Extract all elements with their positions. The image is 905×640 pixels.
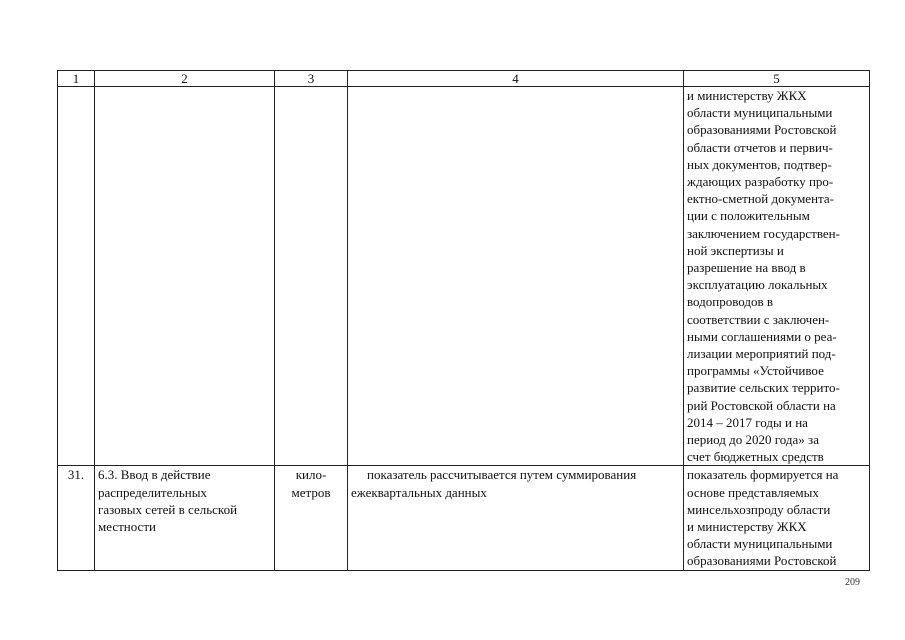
name-line: местности: [98, 519, 156, 535]
source-line: ектно-сметной документа-: [687, 191, 834, 207]
source-line: счет бюджетных средств: [687, 449, 824, 465]
cell-source: [684, 466, 870, 570]
cell-method: показатель рассчитывается путем суммирования ежеквартальных данных: [348, 466, 684, 570]
source-line: образованиями Ростовской: [687, 553, 837, 569]
unit-line: кило-: [295, 467, 327, 483]
source-line: ждающих разработку про-: [687, 174, 834, 190]
source-line: области муниципальными: [687, 536, 833, 552]
source-line: и министерству ЖКХ: [687, 88, 807, 103]
source-line: соответствии с заключен-: [687, 311, 830, 327]
header-col-2: 2: [95, 71, 275, 87]
source-line: водопроводов в: [687, 294, 774, 310]
page-number: 209: [845, 577, 860, 588]
table-row-31: [58, 466, 870, 570]
source-line: рий Ростовской области на: [687, 397, 836, 413]
source-line: лизации мероприятий под-: [687, 346, 836, 362]
source-line: 2014 – 2017 годы и на: [687, 414, 808, 430]
source-line: программы «Устойчивое: [687, 363, 824, 379]
source-line: ными соглашениями о реа-: [687, 328, 837, 344]
source-line: заключением государствен-: [687, 225, 840, 241]
source-line: и министерству ЖКХ: [687, 519, 807, 535]
cell-method-empty: [348, 87, 684, 466]
source-line: основе представляемых: [687, 484, 819, 500]
header-col-4: 4: [348, 71, 684, 87]
source-line: разрешение на ввод в: [687, 260, 806, 276]
source-line: ных документов, подтвер-: [687, 156, 832, 172]
name-line: 6.3. Ввод в действие: [98, 467, 211, 483]
table-row-continued: [58, 87, 870, 466]
source-line: развитие сельских террито-: [687, 380, 840, 396]
source-line: области отчетов и первич-: [687, 139, 833, 155]
header-row: [58, 71, 870, 87]
indicator-table: [57, 70, 870, 571]
name-line: газовых сетей в сельской: [98, 501, 238, 517]
source-line: ции с положительным: [687, 208, 810, 224]
source-line: показатель формируется на: [687, 467, 839, 483]
cell-row-number: 31.: [58, 466, 95, 570]
source-line: области муниципальными: [687, 105, 833, 121]
cell-unit-empty: [275, 87, 348, 466]
header-col-5: 5: [684, 71, 870, 87]
cell-indicator-name: [95, 466, 275, 570]
source-line: ной экспертизы и: [687, 242, 784, 258]
source-line: период до 2020 года» за: [687, 432, 819, 448]
cell-number-empty: [58, 87, 95, 466]
name-line: распределительных: [98, 484, 207, 500]
source-line: образованиями Ростовской: [687, 122, 837, 138]
header-col-1: 1: [58, 71, 95, 87]
unit-line: метров: [291, 484, 331, 500]
cell-unit: [275, 466, 348, 570]
source-line: эксплуатацию локальных: [687, 277, 828, 293]
cell-source-continued: [684, 87, 870, 466]
cell-name-empty: [95, 87, 275, 466]
header-col-3: 3: [275, 71, 348, 87]
source-line: минсельхозпроду области: [687, 501, 831, 517]
